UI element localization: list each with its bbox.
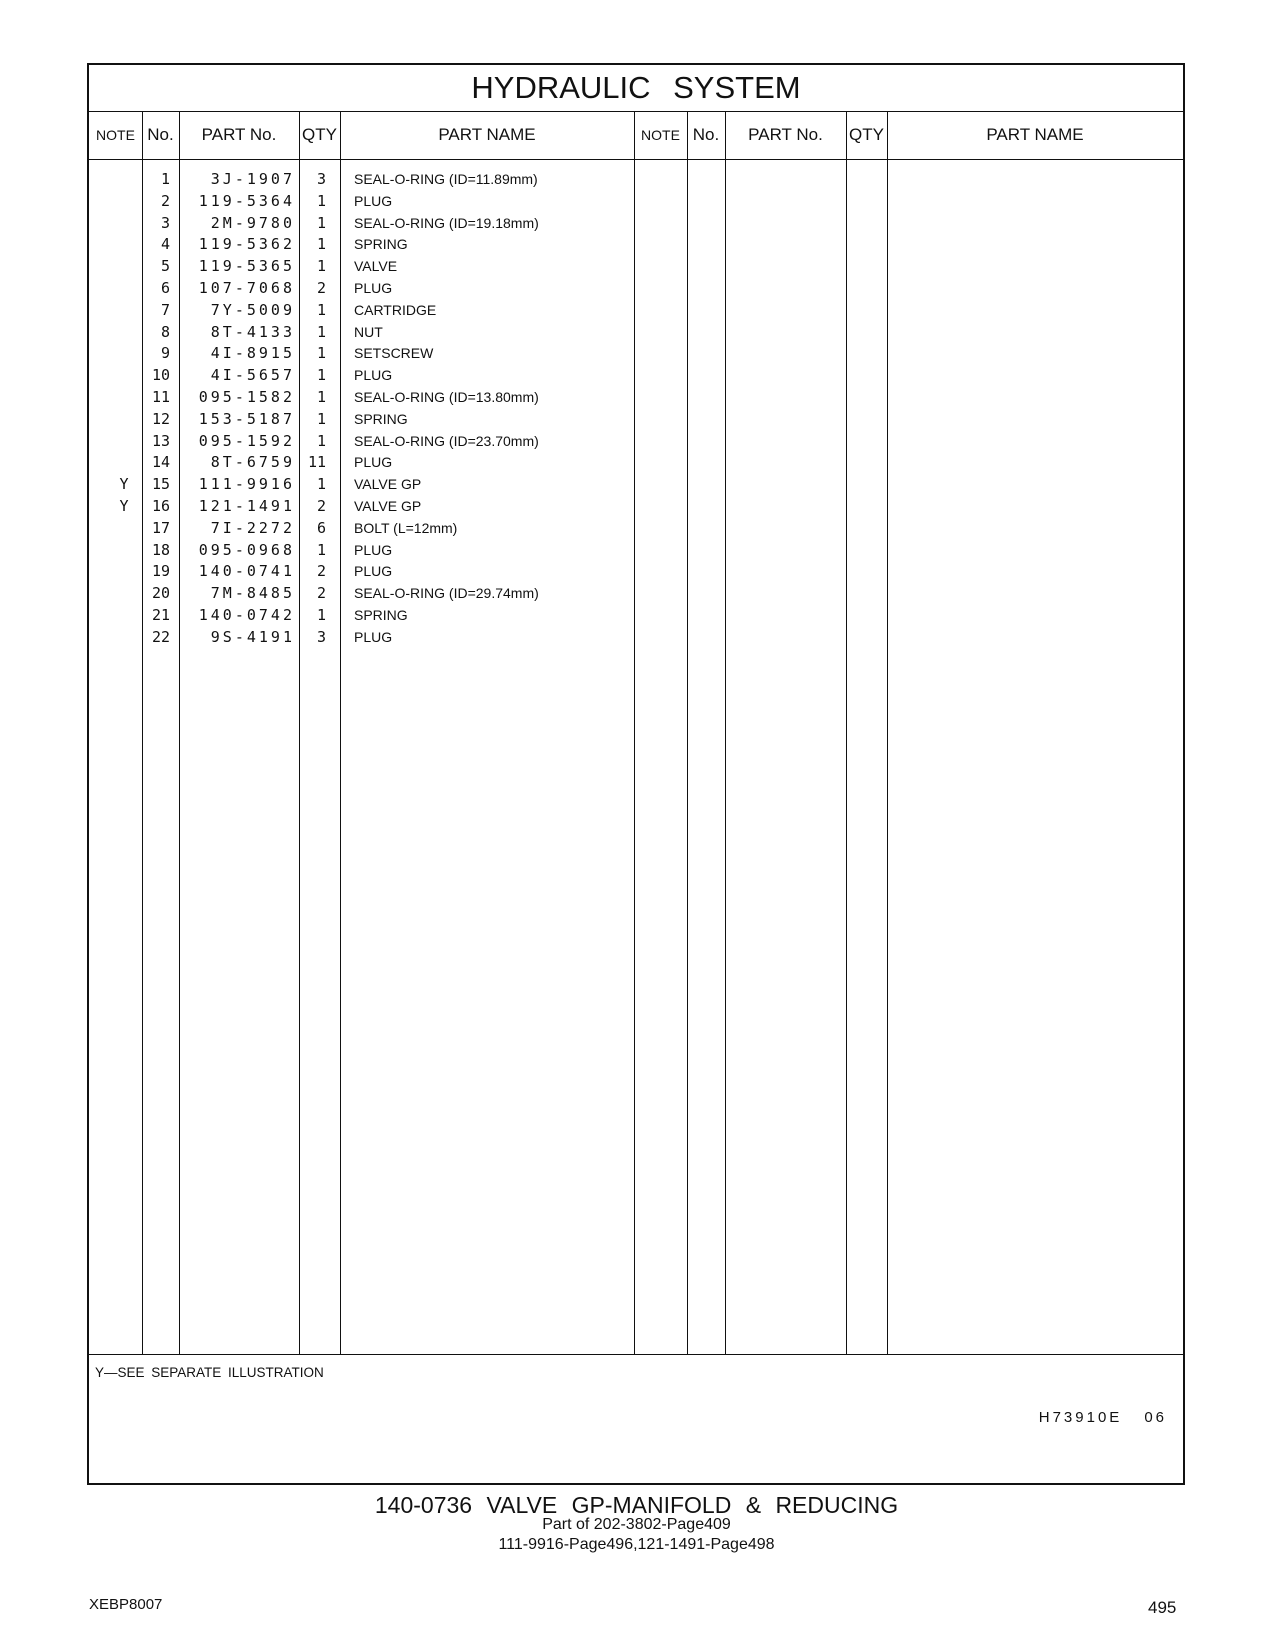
row-item-number: 11 (151, 388, 170, 406)
row-part-name: SETSCREW (354, 345, 434, 362)
row-part-number: 095-1592 (198, 431, 295, 450)
table-row (89, 277, 639, 300)
row-part-name: VALVE GP (354, 498, 422, 514)
assembly-reference: Part of 202-3802-Page409 (542, 1516, 731, 1533)
row-item-number: 5 (160, 257, 170, 276)
row-quantity: 1 (316, 235, 326, 254)
header-note: NOTE (641, 127, 680, 143)
table-row (89, 430, 639, 453)
row-quantity: 2 (316, 497, 326, 515)
table-row (89, 233, 639, 256)
table-row (89, 539, 639, 562)
header-note: NOTE (96, 127, 135, 143)
assembly-caption: 140-0736 VALVE GP-MANIFOLD & REDUCING (374, 1492, 899, 1518)
row-quantity: 11 (307, 453, 326, 472)
column-divider (725, 111, 726, 1354)
table-row (89, 495, 639, 518)
row-part-number: 119-5364 (198, 191, 295, 210)
row-quantity: 1 (316, 344, 326, 363)
row-part-number: 107-7068 (198, 279, 295, 297)
row-part-number: 8T-6759 (210, 453, 295, 472)
table-row (89, 190, 639, 213)
header-part-name: PART NAME (438, 125, 536, 144)
row-part-name: CARTRIDGE (354, 301, 437, 318)
table-bottom-rule (89, 1354, 1183, 1355)
row-part-name: SEAL-O-RING (ID=19.18mm) (354, 214, 539, 231)
column-divider (687, 111, 688, 1354)
row-quantity: 1 (316, 300, 326, 319)
row-item-number: 22 (151, 627, 170, 646)
row-item-number: 1 (160, 170, 170, 188)
table-row (89, 626, 639, 649)
row-part-number: 4I-8915 (210, 344, 295, 363)
row-part-name: SPRING (354, 236, 408, 253)
header-part-no: PART No. (201, 125, 277, 144)
row-part-number: 2M-9780 (210, 213, 295, 232)
row-part-number: 7I-2272 (210, 518, 295, 537)
header-part-name: PART NAME (986, 125, 1084, 144)
row-quantity: 1 (316, 366, 326, 385)
table-row (89, 321, 639, 344)
header-no: No. (692, 125, 720, 144)
row-note: Y (119, 497, 129, 515)
row-part-number: 9S-4191 (210, 627, 295, 646)
row-part-name: SEAL-O-RING (ID=23.70mm) (354, 432, 539, 449)
row-quantity: 1 (316, 191, 326, 210)
row-part-name: NUT (354, 323, 383, 340)
row-quantity: 1 (316, 409, 326, 428)
row-part-name: PLUG (354, 541, 393, 558)
row-part-name: PLUG (354, 563, 393, 580)
header-qty: QTY (849, 125, 884, 144)
table-row (89, 451, 639, 474)
row-part-number: 140-0741 (198, 562, 295, 581)
row-part-name: VALVE (354, 258, 398, 275)
table-row (89, 364, 639, 387)
row-part-name: PLUG (354, 192, 393, 209)
row-part-name: BOLT (L=12mm) (354, 519, 458, 536)
row-item-number: 19 (151, 562, 170, 581)
row-item-number: 13 (151, 431, 170, 450)
row-item-number: 10 (151, 366, 170, 385)
row-quantity: 1 (316, 431, 326, 450)
row-part-name: PLUG (354, 628, 393, 645)
row-part-number: 140-0742 (198, 606, 295, 624)
row-quantity: 1 (316, 540, 326, 559)
row-item-number: 12 (151, 409, 170, 428)
table-row (89, 299, 639, 322)
row-part-name: VALVE GP (354, 476, 422, 493)
row-item-number: 6 (160, 279, 170, 297)
row-item-number: 9 (160, 344, 170, 363)
table-row (89, 604, 639, 627)
table-row (89, 408, 639, 431)
row-item-number: 8 (160, 322, 170, 341)
row-item-number: 17 (151, 518, 170, 537)
row-item-number: 18 (151, 540, 170, 559)
row-part-number: 153-5187 (198, 409, 295, 428)
row-part-number: 8T-4133 (210, 322, 295, 341)
row-quantity: 1 (316, 322, 326, 341)
row-part-number: 3J-1907 (210, 170, 295, 188)
header-part-no: PART No. (748, 125, 823, 144)
row-note: Y (119, 475, 129, 494)
row-item-number: 21 (151, 606, 170, 624)
table-row (89, 560, 639, 583)
row-part-name: SPRING (354, 410, 408, 427)
table-row (89, 168, 639, 191)
table-row (89, 582, 639, 605)
table-row (89, 517, 639, 540)
row-part-number: 7M-8485 (210, 584, 295, 603)
row-quantity: 1 (316, 475, 326, 494)
row-quantity: 1 (316, 257, 326, 276)
row-part-name: SEAL-O-RING (ID=29.74mm) (354, 585, 539, 602)
row-item-number: 16 (151, 497, 170, 515)
row-part-name: PLUG (354, 280, 393, 296)
header-qty: QTY (302, 125, 337, 144)
column-divider (887, 111, 888, 1354)
row-item-number: 3 (160, 213, 170, 232)
row-item-number: 2 (160, 191, 170, 210)
table-row (89, 473, 639, 496)
page-number: 495 (1148, 1598, 1177, 1617)
row-part-number: 121-1491 (198, 497, 295, 515)
header-no: No. (147, 125, 174, 144)
row-part-number: 095-0968 (198, 540, 295, 559)
illustration-number: H73910E (1038, 1409, 1123, 1426)
row-item-number: 14 (151, 453, 170, 472)
page-title: HYDRAULIC SYSTEM (89, 65, 1183, 112)
row-quantity: 6 (316, 518, 326, 537)
row-quantity: 1 (316, 213, 326, 232)
row-item-number: 4 (160, 235, 170, 254)
parts-table-frame (87, 63, 1185, 1485)
table-row (89, 212, 639, 235)
row-part-number: 095-1582 (198, 388, 295, 406)
row-part-number: 111-9916 (198, 475, 295, 494)
row-quantity: 2 (316, 279, 326, 297)
row-quantity: 2 (316, 584, 326, 603)
illustration-revision: 06 (1144, 1409, 1167, 1426)
table-row (89, 255, 639, 278)
table-row (89, 342, 639, 365)
assembly-cross-reference: 111-9916-Page496,121-1491-Page498 (498, 1536, 775, 1553)
row-part-name: SEAL-O-RING (ID=11.89mm) (354, 171, 538, 187)
row-part-number: 119-5362 (198, 235, 295, 254)
table-row (89, 386, 639, 409)
row-quantity: 2 (316, 562, 326, 581)
row-quantity: 1 (316, 388, 326, 406)
row-part-name: PLUG (354, 367, 393, 384)
row-part-number: 7Y-5009 (210, 300, 295, 319)
row-quantity: 3 (316, 627, 326, 646)
row-part-name: PLUG (354, 454, 393, 471)
column-divider (846, 111, 847, 1354)
row-item-number: 20 (151, 584, 170, 603)
row-quantity: 1 (316, 606, 326, 624)
row-item-number: 15 (151, 475, 170, 494)
row-part-number: 4I-5657 (210, 366, 295, 385)
row-item-number: 7 (160, 300, 170, 319)
illustration-code (1039, 1409, 1167, 1426)
footnote: Y—SEE SEPARATE ILLUSTRATION (95, 1365, 324, 1380)
document-id: XEBP8007 (89, 1596, 163, 1613)
row-part-number: 119-5365 (198, 257, 295, 276)
row-part-name: SEAL-O-RING (ID=13.80mm) (354, 389, 539, 405)
row-quantity: 3 (316, 170, 326, 188)
row-part-name: SPRING (354, 607, 408, 623)
